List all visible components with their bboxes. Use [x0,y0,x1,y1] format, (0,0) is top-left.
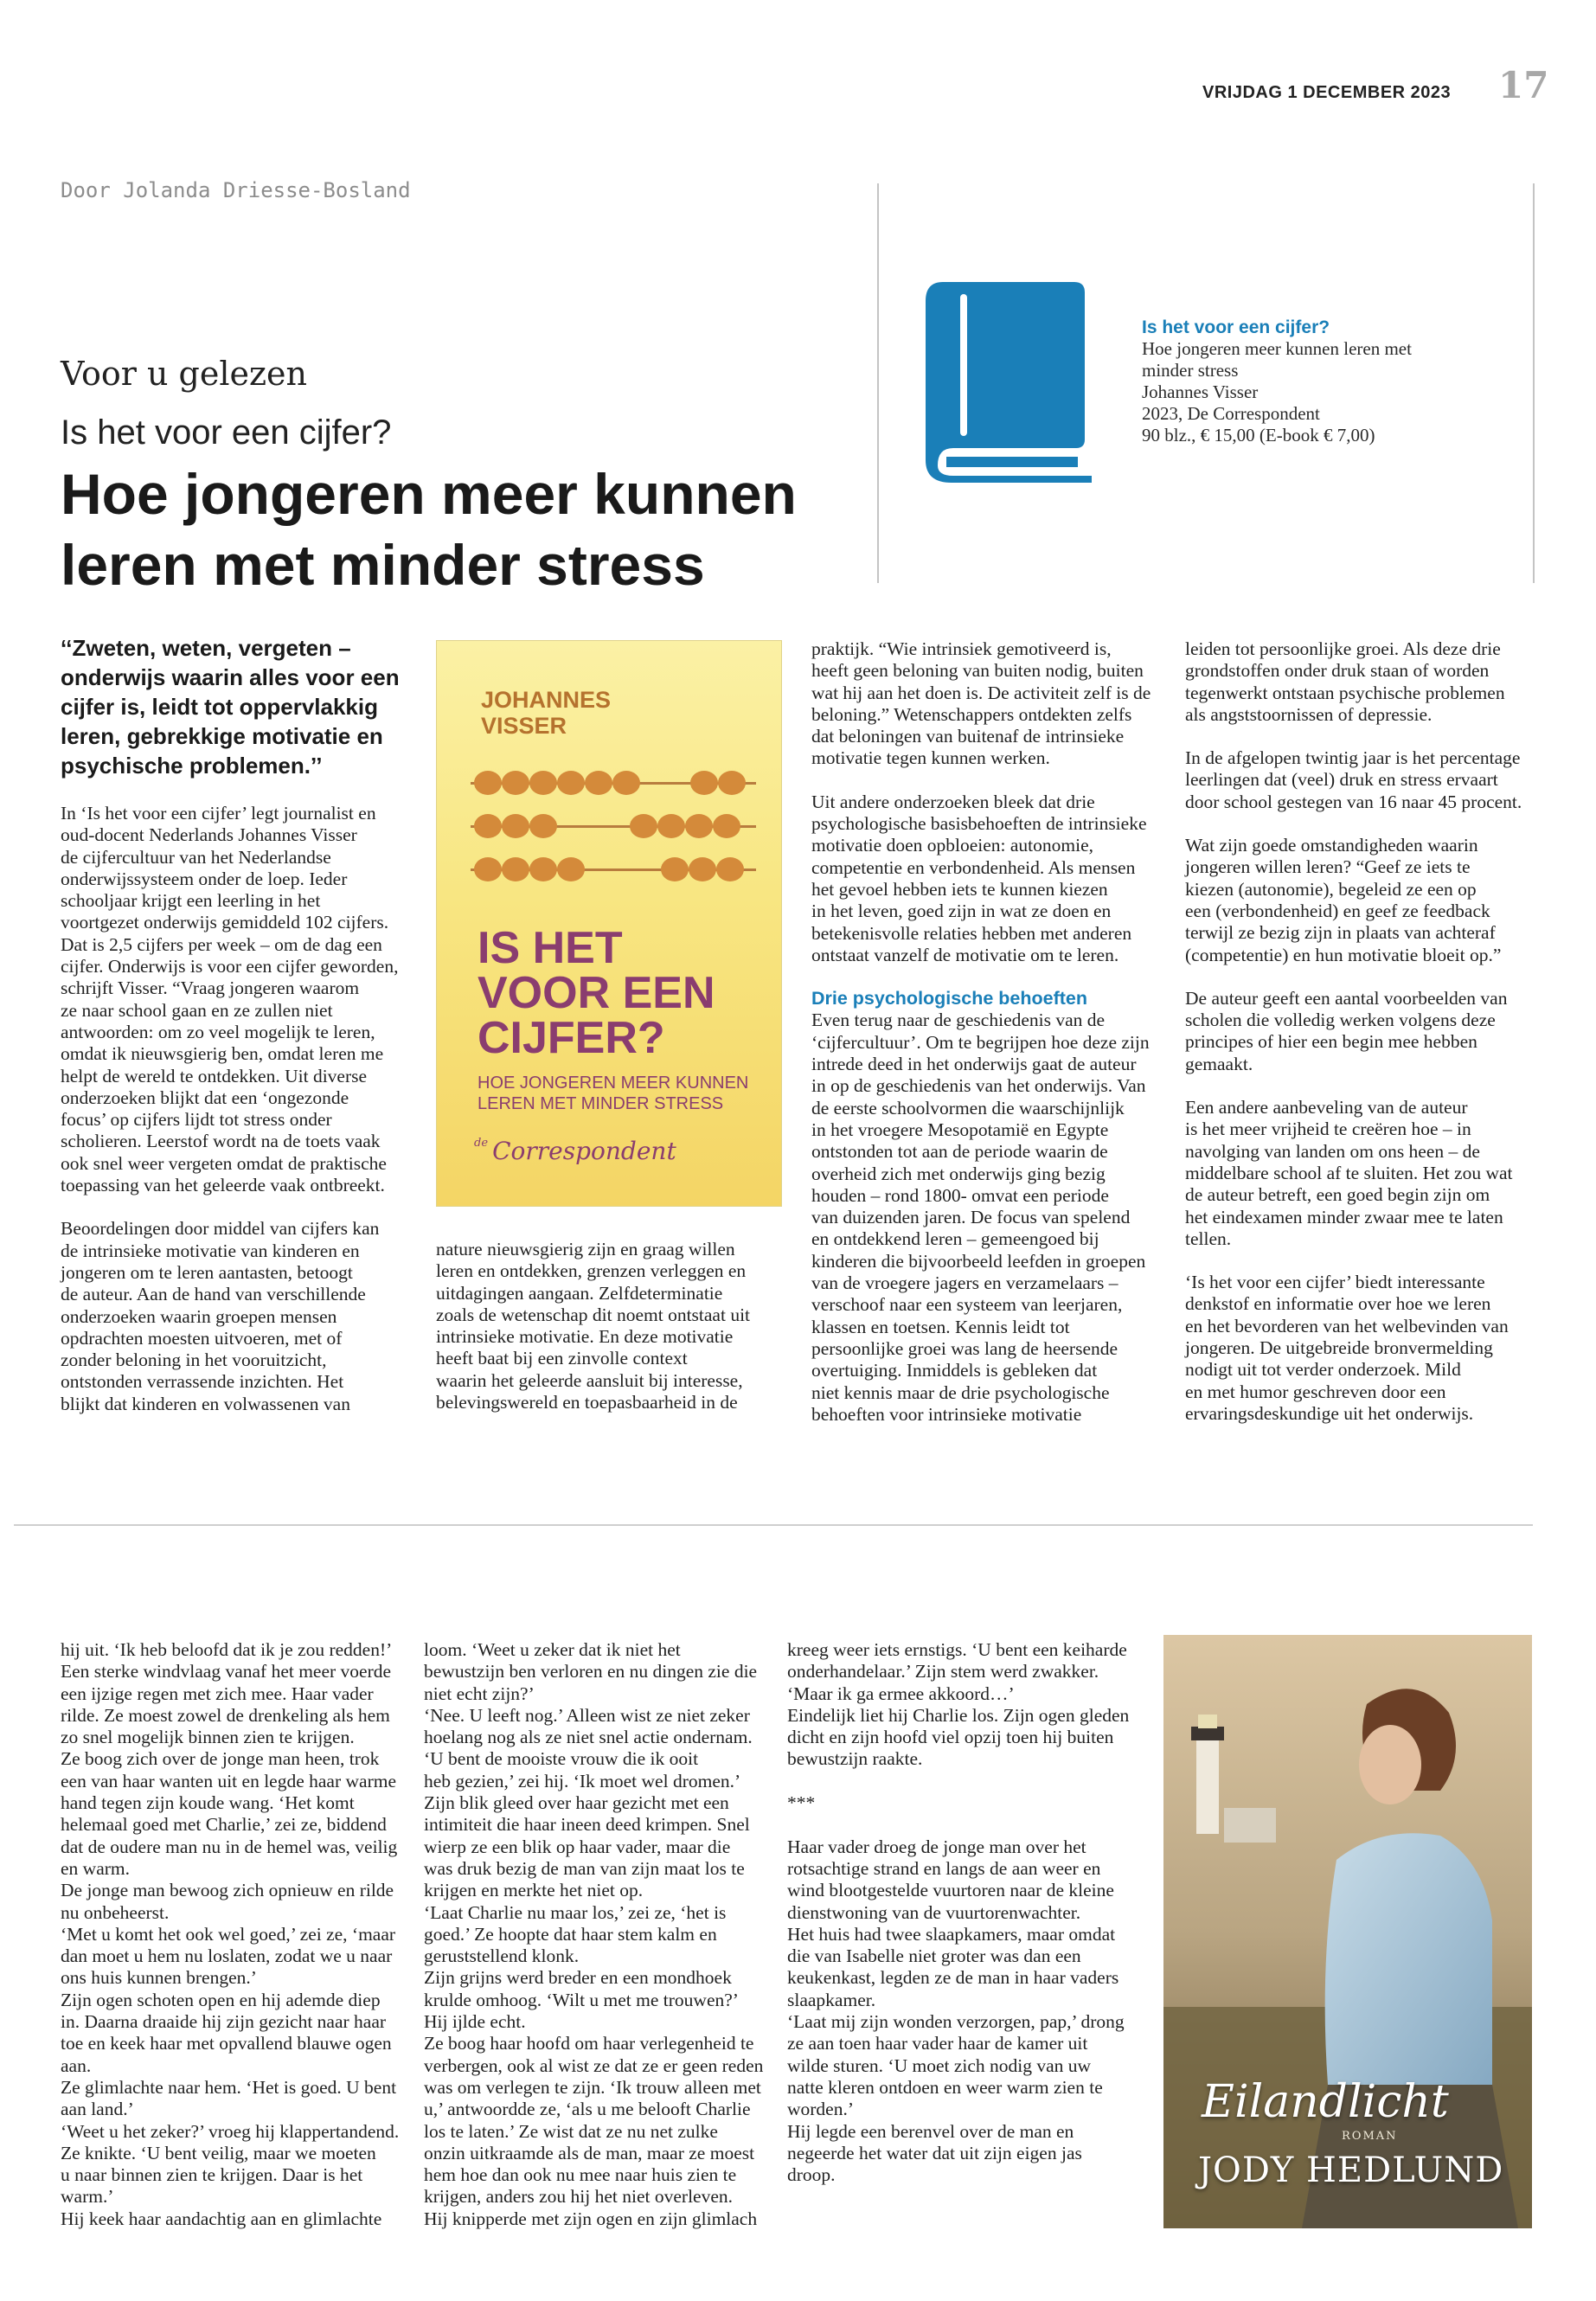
text-line: van duizenden jaren. De focus van spelend [811,1207,1131,1228]
text-line: motivatie tegen kunnen werken. [811,747,1050,769]
text-line: u,’ antwoordde ze, ‘als u me belooft Charlie [424,2099,751,2120]
text-line: jongeren willen leren? “Geef ze iets te [1185,856,1471,878]
article-headline [61,458,891,600]
text-line: dat de oudere man nu in de hemel was, veilig [61,1836,398,1857]
text-line: tellen. [1185,1227,1232,1249]
text-line: dicht en zijn hoofd viel opzij toen hij buiten [787,1727,1114,1748]
text-line: omdat ik nieuwsgierig ben, omdat leren me [61,1043,384,1065]
headline-line: leren met minder stress [61,533,705,597]
text-line: dat beloningen van buitenaf de intrinsieke [811,726,1125,747]
text-line: voortgezet onderwijs gemiddeld 102 cijfers. [61,912,389,933]
text-line: wierp ze een blik op haar vader, maar die [424,1836,731,1857]
book-info-title: Is het voor een cijfer? [1142,317,1330,337]
text-line: krijgen en merkte het niet op. [424,1880,644,1901]
text-line: Een andere aanbeveling van de auteur [1185,1097,1468,1118]
text-line: competentie en verbondenheid. Als mensen [811,856,1136,878]
text-line: in het vroegere Mesopotamië en Egypte [811,1118,1109,1140]
cover-title-line: VOOR EEN [478,968,715,1018]
text-line: nu onbeheerst. [61,1901,170,1923]
text-line: In de afgelopen twintig jaar is het percentage [1185,747,1521,769]
text-line: toe en keek haar met opvallend blauwe ogen [61,2033,392,2054]
paragraph [1185,747,1548,813]
text-line: ‘Laat mij zijn wonden verzorgen, pap,’ drong [787,2011,1125,2033]
cover-author-line: VISSER [481,713,567,739]
text-line: een ijzige regen met zich mee. Haar vader [61,1682,374,1704]
text-line: negeerde het water dat uit zijn eigen jas [787,2142,1082,2163]
text-line: Hij knipperde met zijn ogen en zijn glimlach [424,2208,758,2229]
text-line: onderzoeken blijkt dat een ‘ongezonde [61,1086,349,1108]
paragraph [811,1009,1175,1426]
text-line: wilde sturen. ‘U moet zich nodig van uw [787,2054,1092,2076]
text-line: beloning.” Wetenschappers ontdekten zelfs [811,703,1132,725]
text-line: ontstonden verrassende inzichten. Het [61,1371,344,1393]
text-line: gemaakt. [1185,1053,1253,1074]
text-line: onderhandelaar.’ Zijn stem werd zwakker. [787,1661,1099,1682]
paragraph [436,1239,791,1413]
novel-cover-image [1163,1635,1532,2228]
text-line: betekenisvolle relaties hebben met anderen [811,922,1132,944]
text-line: intrede deed in het onderwijs gaat de auteur [811,1054,1137,1075]
text-line: intrinsieke motivatie. En deze motivatie [436,1326,734,1348]
text-line: Ze boog zich over de jonge man heen, trok [61,1748,380,1770]
text-line: onderzoeken waarin groepen mensen [61,1305,337,1327]
article-column-3 [811,638,1175,1426]
text-line: was om verlegen te zijn. ‘Ik trouw alleen met [424,2076,761,2098]
novel-column-2 [424,1639,787,2230]
text-line: en ontdekkend leren – gemeengoed bij [811,1228,1099,1250]
text-line: ‘U bent de mooiste vrouw die ik ooit [424,1748,699,1770]
text-line: droop. [787,2164,836,2186]
text-line: ervaringsdeskundige uit het onderwijs. [1185,1402,1474,1424]
text-line: zo snel mogelijk binnen zien te krijgen. [61,1727,355,1748]
abacus-illustration [471,761,756,891]
text-line: dienstwoning van de vuurtorenwachter. [787,1901,1081,1923]
text-line: Hij keek haar aandachtig aan en glimlachte [61,2208,382,2229]
text-line: schrijft Visser. “Vraag jongeren waarom [61,977,360,999]
text-line: In ‘Is het voor een cijfer’ legt journalist en [61,803,376,824]
text-line: krulde omhoog. ‘Wilt u met me trouwen?’ [424,1989,739,2010]
paragraph [1185,988,1548,1075]
text-line: was druk bezig de man van zijn maat los te [424,1857,745,1879]
text-line: houden – rond 1800- omvat een periode [811,1184,1109,1206]
text-line: onderwijssysteem onder de loep. Ieder [61,868,348,889]
text-line: Zijn blik gleed over haar gezicht met een [424,1792,729,1814]
issue-date: VRIJDAG 1 DECEMBER 2023 [1202,83,1452,102]
text-line: rotsachtige strand en langs de aan weer en [787,1857,1101,1879]
text-line: in op de geschiedenis van het onderwijs. Van [811,1075,1146,1097]
text-line: leren en ontdekken, grenzen verleggen en [436,1260,747,1282]
novel-column-3 [787,1639,1151,2186]
text-line: De jonge man bewoog zich opnieuw en rilde [61,1880,394,1901]
text-line: ‘cijfercultuur’. Om te begrijpen hoe deze zijn [811,1031,1150,1053]
book-icon [919,275,1102,486]
text-line: navolging van landen om ons heen – de [1185,1140,1480,1162]
paragraph [61,1218,424,1415]
text-line: Eindelijk liet hij Charlie los. Zijn ogen gleden [787,1704,1130,1726]
text-line: scholen die volledig werken volgens deze [1185,1009,1496,1031]
text-line: middelbare school af te sluiten. Het zou wat [1185,1162,1513,1183]
text-line: belevingswereld en toepasbaarheid in de [436,1392,738,1413]
text-line: Beoordelingen door middel van cijfers kan [61,1218,380,1240]
cover-title-line: CIJFER? [478,1013,665,1063]
text-line: overtuiging. Inmiddels is gebleken dat [811,1360,1098,1381]
text-line [787,1771,1151,1792]
cover-title [478,923,715,1063]
text-line: Dat is 2,5 cijfers per week – om de dag een [61,933,382,955]
book-info-subtitle: minder stress [1142,360,1239,381]
book-info-details: 90 blz., € 15,00 (E-book € 7,00) [1142,425,1375,445]
text-line: grondstoffen onder druk staan of worden [1185,660,1490,682]
text-line: nodigt uit tot verder onderzoek. Mild [1185,1359,1461,1381]
text-line: hem hoe dan ook nu mee naar huis zien te [424,2164,737,2186]
section-subheading: Drie psychologische behoeften [811,988,1087,1009]
paragraph [1185,1097,1548,1250]
text-line: helpt de wereld te ontdekken. Uit diverse [61,1065,368,1086]
cover-publisher-logo [474,1137,676,1165]
text-line: die van Isabelle niet groter was dan een [787,1945,1081,1967]
text-line: worden.’ [787,2099,855,2120]
paragraph [1185,638,1548,726]
text-line: Ze boog haar hoofd om haar verlegenheid te [424,2033,754,2054]
text-line: heeft geen beloning van buiten nodig, buiten [811,660,1144,682]
headline-line: Hoe jongeren meer kunnen [61,462,797,526]
text-line: en het bevorderen van het welbevinden van [1185,1315,1509,1336]
paragraph [811,792,1175,966]
text-line: verschoof naar een systeem van leerjaren, [811,1294,1123,1316]
text-line: goed.’ Ze hoopte dat haar stem kalm en [424,1923,717,1945]
text-line: psychologische basisbehoeften de intrinsieke [811,813,1147,835]
text-line: als angststoornissen of depressie. [1185,703,1433,725]
text-line: cijfer. Onderwijs is voor een cijfer geworden, [61,956,399,977]
text-line: jongeren om te leren aantasten, betoogt [61,1261,353,1283]
paragraph [1185,835,1548,966]
text-line: aan land.’ [61,2099,134,2120]
text-line: kiezen (autonomie), begeleid ze een op [1185,878,1477,900]
text-line: ons huis kunnen brengen.’ [61,1967,257,1989]
text-line: nature nieuwsgierig zijn en graag willen [436,1239,735,1259]
text-line: Wat zijn goede omstandigheden waarin [1185,835,1478,856]
text-line: overheid zich met onderwijs ging bezig [811,1163,1106,1184]
cover-subtitle-line: LEREN MET MINDER STRESS [478,1094,724,1113]
text-line: zoals de wetenschap dit noemt ontstaat uit [436,1304,751,1325]
text-line: opdrachten moesten uitvoeren, met of [61,1327,343,1349]
cover-subtitle-line: HOE JONGEREN MEER KUNNEN [478,1074,749,1093]
book-info-subtitle: Hoe jongeren meer kunnen leren met [1142,338,1412,359]
novel-author: JODY HEDLUND [1198,2150,1504,2190]
text-line: persoonlijke groei was lang de heersende [811,1337,1118,1359]
text-line: niet echt zijn?’ [424,1682,535,1704]
text-line: van de vroegere jagers en verzamelaars – [811,1272,1118,1294]
cover-author-line: JOHANNES [481,687,612,713]
text-line: oud-docent Nederlands Johannes Visser [61,824,357,846]
text-line: scholieren. Leerstof wordt na de toets vaak [61,1131,381,1152]
text-line: los te laten.’ Ze wist dat ze nu net zulke [424,2120,718,2142]
text-line: de intrinsieke motivatie van kinderen en [61,1240,360,1261]
cover-author [481,687,611,739]
text-line: leerlingen dat (veel) druk en stress ervaart [1185,769,1498,791]
text-line: toepassing van het geleerde vaak ontbreekt. [61,1175,385,1196]
text-line [787,1814,1151,1836]
text-line: antwoorden: om zo veel mogelijk te leren, [61,1021,375,1042]
text-line: Even terug naar de geschiedenis van de [811,1009,1106,1031]
text-line: de eerste schoolvormen die waarschijnlijk [811,1097,1125,1118]
article-column-4 [1185,638,1548,1425]
text-line: aan. [61,2054,92,2076]
cover-subtitle [478,1073,748,1114]
section-divider [14,1524,1533,1526]
text-line: Uit andere onderzoeken bleek dat drie [811,791,1095,812]
text-line: kinderen die bijvoorbeeld leefden in groepen [811,1250,1146,1272]
text-line: rilde. Ze moest zowel de drenkeling als hem [61,1704,390,1726]
article-subhead: Is het voor een cijfer? [61,413,392,452]
text-line: loom. ‘Weet u zeker dat ik niet het [424,1639,681,1660]
text-line: waarin het geleerde aansluit bij interesse, [436,1369,743,1391]
book-info-author: Johannes Visser [1142,381,1259,402]
cover-publisher: Correspondent [492,1137,676,1165]
novel-genre: ROMAN [1342,2130,1398,2143]
text-line: en warm. [61,1857,130,1879]
novel-column-1 [61,1639,424,2230]
text-line: ontstonden tot aan de periode waarin de [811,1141,1108,1163]
text-line: hand tegen zijn koude wang. ‘Het komt [61,1792,355,1814]
column-rule-right [1533,183,1535,583]
text-line: slaapkamer. [787,1989,876,2010]
text-line: het gevoel hebben iets te kunnen kiezen [811,878,1108,900]
text-line: Hij ijlde echt. [424,2011,526,2033]
text-line: blijkt dat kinderen en volwassenen van [61,1393,350,1414]
cover-publisher-small: de [474,1137,489,1150]
text-line: wat hij aan het doen is. De activiteit zelf is de [811,682,1151,703]
book-info [1142,317,1436,446]
page-number: 17 [1498,64,1549,106]
text-line: *** [787,1792,816,1814]
text-line: Ze knikte. ‘U bent veilig, maar we moeten [61,2142,376,2163]
text-line: hoelang nog als ze niet snel actie ondernam. [424,1727,753,1748]
text-line: de auteur. Aan de hand van verschillende [61,1284,366,1305]
text-line: schooljaar krijgt een leerling in het [61,890,321,912]
text-line: en met humor geschreven door een [1185,1381,1446,1402]
text-line: helemaal goed met Charlie,’ zei ze, biddend [61,1814,387,1836]
text-line: leiden tot persoonlijke groei. Als deze drie [1185,638,1501,659]
text-line: tegenwerkt ontstaan psychische problemen [1185,682,1505,703]
text-line: een van haar wanten uit en legde haar warme [61,1770,396,1791]
text-line: ‘Laat Charlie nu maar los,’ zei ze, ‘het is [424,1901,727,1923]
text-line: klassen en toetsen. Kennis leidt tot [811,1316,1070,1337]
byline: Door Jolanda Driesse-Bosland [61,178,411,202]
text-line: denkstof en informatie over hoe we leren [1185,1293,1491,1315]
text-line: Haar vader droeg de jonge man over het [787,1836,1086,1857]
text-line: ze aan toen haar vader haar de kamer uit [787,2033,1088,2054]
text-line: De auteur geeft een aantal voorbeelden van [1185,987,1508,1009]
text-line: hij uit. ‘Ik heb beloofd dat ik je zou redden!’ [61,1639,393,1660]
text-line: (competentie) en hun motivatie bloeit op.” [1185,944,1502,965]
text-line: ‘Is het voor een cijfer’ biedt interessante [1185,1272,1485,1293]
text-line: dan moet u hem nu loslaten, zodat we u naar [61,1945,393,1967]
text-line: motivatie doen opbloeien: autonomie, [811,835,1094,856]
text-line: een (verbondenheid) en geef ze feedback [1185,900,1490,921]
text-line: Een sterke windvlaag vanaf het meer voerde [61,1661,392,1682]
text-line: de cijfercultuur van het Nederlandse [61,846,331,868]
text-line: praktijk. “Wie intrinsiek gemotiveerd is, [811,638,1112,659]
text-line: geruststellend klonk. [424,1945,580,1967]
text-line: u naar binnen zien te krijgen. Daar is het [61,2164,363,2186]
text-line: zonder beloning in het vooruitzicht, [61,1349,327,1371]
text-line: jongeren. De uitgebreide bronvermelding [1185,1337,1493,1359]
cover-title-line: IS HET [478,923,623,973]
text-line: verbergen, ook al wist ze dat ze er geen reden [424,2054,764,2076]
text-line: in. Daarna draaide hij zijn gezicht naar haar [61,2011,387,2033]
text-line: de auteur betreft, een goed begin zijn om [1185,1184,1490,1206]
text-line: ze naar school gaan en ze zullen niet [61,999,333,1021]
text-line: ontstaat vanzelf de motivatie om te leren. [811,944,1119,965]
text-line: keukenkast, legden ze de man in haar vaders [787,1967,1119,1989]
text-line: uitdagingen aangaan. Zelfdeterminatie [436,1282,723,1304]
text-line: wind blootgestelde vuurtoren naar de kleine [787,1880,1114,1901]
book-cover-image [436,640,782,1207]
text-line: ‘Maar ik ga ermee akkoord…’ [787,1682,1015,1704]
paragraph [61,803,424,1196]
paragraph [811,638,1175,770]
text-line: ‘Met u komt het ook wel goed,’ zei ze, ‘maar [61,1923,396,1945]
text-line: ‘Nee. U leeft nog.’ Alleen wist ze niet zeker [424,1704,750,1726]
text-line: behoeften voor intrinsieke motivatie [811,1403,1082,1425]
text-line: door school gestegen van 16 naar 45 procent. [1185,791,1522,812]
text-line: niet kennis maar de drie psychologische [811,1381,1110,1403]
text-line: heeft baat bij een zinvolle context [436,1348,688,1369]
text-line: Zijn ogen schoten open en hij ademde diep [61,1989,381,2010]
text-line: bewustzijn ben verloren en nu dingen zie die [424,1661,758,1682]
text-line: heb gezien,’ zei hij. ‘Ik moet wel dromen.’ [424,1770,741,1791]
text-line: in het leven, goed zijn in wat ze doen en [811,901,1112,922]
text-line: bewustzijn raakte. [787,1748,923,1770]
novel-title: Eilandlicht [1202,2076,1449,2128]
text-line: ook snel weer vergeten omdat de praktische [61,1152,387,1174]
text-line: terwijl ze bezig zijn in plaats van achteraf [1185,922,1496,944]
pull-quote: ‘‘Zweten, weten, vergeten – onderwijs waarin alles voor een cijfer is, leidt tot oppervlakkig leren, gebrekkige motivatie en psychische problemen.’’ [61,635,400,779]
text-line: is het meer vrijheid te creëren hoe – in [1185,1118,1471,1140]
text-line: Ze glimlachte naar hem. ‘Het is goed. U bent [61,2076,397,2098]
text-line: intimiteit die haar ineen deed krimpen. Snel [424,1814,750,1836]
book-info-publisher: 2023, De Correspondent [1142,403,1320,424]
text-line: focus’ op cijfers lijdt tot stress onder [61,1109,332,1131]
text-line: kreeg weer iets ernstigs. ‘U bent een keiharde [787,1639,1127,1660]
text-line: onzin uitkraamde als de man, maar ze moest [424,2142,755,2163]
section-kicker: Voor u gelezen [61,355,307,393]
text-line: warm.’ [61,2186,114,2208]
article-column-2 [436,1239,791,1413]
text-line: Hij legde een berenvel over de man en [787,2120,1074,2142]
text-line: Zijn grijns werd breder en een mondhoek [424,1967,732,1989]
text-line: krijgen, anders zou hij het niet overleven. [424,2186,734,2208]
paragraph [1185,1272,1548,1425]
text-line: het eindexamen minder zwaar mee te laten [1185,1206,1503,1227]
article-column-1 [61,803,424,1415]
text-line: ‘Weet u het zeker?’ vroeg hij klappertandend. [61,2120,400,2142]
text-line: natte kleren ontdoen en weer warm zien te [787,2076,1103,2098]
text-line: Het huis had twee slaapkamers, maar omdat [787,1923,1116,1945]
text-line: principes of hier een begin mee hebben [1185,1031,1477,1053]
